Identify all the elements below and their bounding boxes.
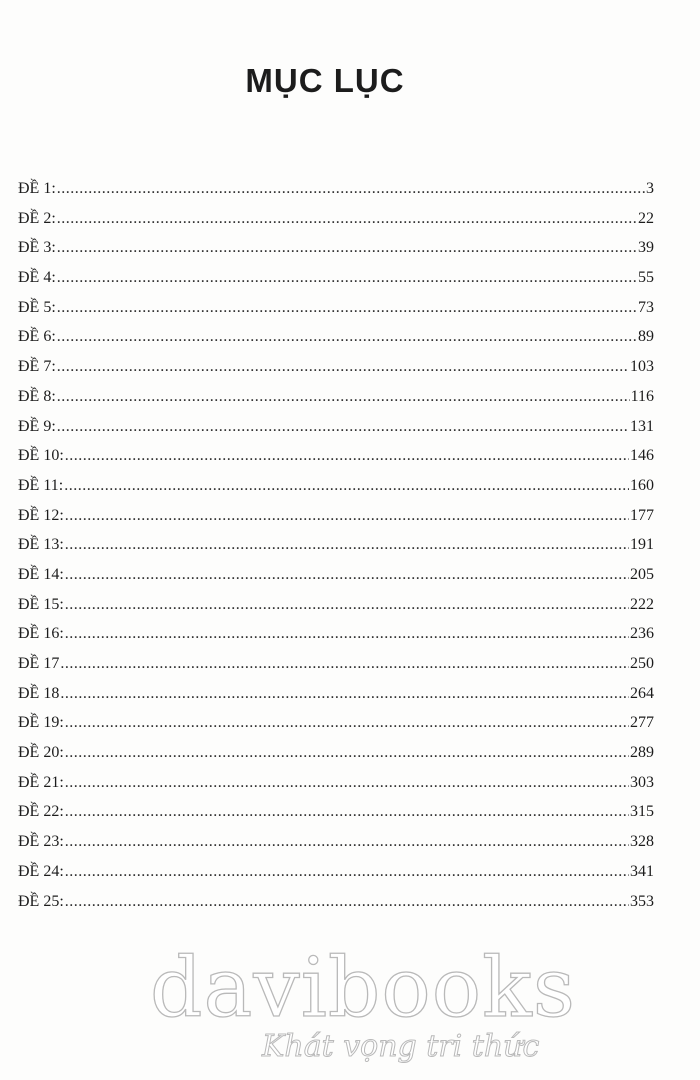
toc-entry [18, 388, 654, 418]
toc-entry-page-number: 131 [630, 417, 654, 435]
toc-entry [18, 447, 654, 477]
toc-entry-label: ĐỀ 2: [18, 209, 56, 227]
toc-entry-label: ĐỀ 10: [18, 447, 64, 465]
toc-entry-label: ĐỀ 6: [18, 328, 56, 346]
toc-entry-page-number: 3 [646, 180, 654, 197]
toc-entry [18, 685, 654, 715]
toc-entry [18, 358, 654, 388]
toc-dot-leader [65, 536, 629, 554]
toc-entry-page-number: 277 [630, 714, 654, 732]
toc-entry [18, 299, 654, 329]
toc-entry-label: ĐỀ 16: [18, 625, 64, 643]
toc-dot-leader [57, 358, 629, 376]
toc-entry [18, 596, 654, 626]
toc-entry-page-number: 289 [630, 744, 654, 762]
toc-entry [18, 566, 654, 596]
toc-dot-leader [57, 180, 645, 198]
toc-entry-page-number: 315 [630, 803, 654, 821]
toc-entry-page-number: 177 [630, 506, 654, 524]
toc-entry [18, 477, 654, 507]
toc-entry [18, 210, 654, 240]
toc-entry-page-number: 39 [638, 239, 654, 257]
toc-dot-leader [65, 596, 629, 614]
toc-entry-page-number: 73 [638, 298, 654, 316]
toc-entry-page-number: 236 [630, 625, 654, 643]
toc-entry [18, 507, 654, 537]
toc-entry-page-number: 353 [630, 892, 654, 910]
toc-entry-page-number: 328 [630, 833, 654, 851]
toc-entry-label: ĐỀ 3: [18, 239, 56, 257]
toc-dot-leader [65, 803, 629, 821]
toc-entry [18, 833, 654, 863]
toc-dot-leader [60, 655, 629, 673]
toc-entry-label: ĐỀ 15: [18, 595, 64, 613]
toc-entry-label: ĐỀ 1: [18, 180, 56, 197]
toc-entry-page-number: 264 [630, 684, 654, 702]
toc-entry-label: ĐỀ 7: [18, 358, 56, 376]
toc-entry-label: ĐỀ 22: [18, 803, 64, 821]
toc-entry-label: ĐỀ 9: [18, 417, 56, 435]
toc-dot-leader [65, 893, 629, 911]
toc-entry-page-number: 116 [630, 387, 654, 405]
toc-dot-leader [60, 685, 629, 703]
toc-entry-label: ĐỀ 18 [18, 684, 60, 702]
toc-dot-leader [57, 418, 629, 436]
table-of-contents [18, 180, 654, 922]
toc-entry-page-number: 146 [630, 447, 654, 465]
toc-dot-leader [65, 774, 629, 792]
toc-entry-label: ĐỀ 19: [18, 714, 64, 732]
toc-dot-leader [65, 447, 629, 465]
toc-entry-label: ĐỀ 12: [18, 506, 64, 524]
toc-entry [18, 239, 654, 269]
toc-entry-page-number: 205 [630, 565, 654, 583]
toc-entry-page-number: 341 [630, 862, 654, 880]
toc-dot-leader [65, 833, 629, 851]
toc-entry-label: ĐỀ 14: [18, 565, 64, 583]
toc-entry-label: ĐỀ 17 [18, 655, 60, 672]
toc-entry-label: ĐỀ 4: [18, 269, 56, 287]
toc-entry [18, 803, 654, 833]
toc-entry-label: ĐỀ 25: [18, 892, 64, 910]
toc-dot-leader [65, 744, 629, 762]
toc-entry-page-number: 303 [630, 773, 654, 791]
toc-entry [18, 536, 654, 566]
toc-entry [18, 893, 654, 923]
toc-entry-page-number: 222 [630, 595, 654, 613]
toc-dot-leader [57, 299, 637, 317]
toc-entry-label: ĐỀ 13: [18, 536, 64, 554]
toc-dot-leader [57, 328, 637, 346]
toc-dot-leader [57, 269, 637, 287]
toc-entry-page-number: 191 [630, 536, 654, 554]
toc-entry [18, 328, 654, 358]
watermark [0, 940, 700, 1080]
toc-entry [18, 863, 654, 893]
toc-entry-page-number: 103 [630, 358, 654, 376]
toc-entry [18, 744, 654, 774]
toc-dot-leader [57, 388, 630, 406]
toc-dot-leader [65, 714, 629, 732]
toc-entry [18, 714, 654, 744]
toc-dot-leader [65, 625, 629, 643]
toc-dot-leader [65, 863, 629, 881]
watermark-brand: davibooks [150, 941, 576, 1036]
toc-dot-leader [65, 507, 629, 525]
toc-dot-leader [57, 239, 637, 257]
toc-entry [18, 269, 654, 299]
toc-dot-leader [64, 477, 629, 495]
watermark-slogan: Khát vọng tri thức [262, 1029, 540, 1064]
toc-entry-label: ĐỀ 20: [18, 744, 64, 762]
toc-entry-label: ĐỀ 23: [18, 833, 64, 851]
toc-entry [18, 625, 654, 655]
toc-entry-label: ĐỀ 21: [18, 773, 64, 791]
toc-entry-page-number: 55 [638, 269, 654, 287]
page-title: MỤC LỤC [245, 62, 405, 99]
toc-entry-page-number: 22 [638, 209, 654, 227]
toc-entry-label: ĐỀ 11: [18, 476, 64, 494]
toc-dot-leader [65, 566, 629, 584]
toc-entry-page-number: 160 [630, 476, 654, 494]
toc-entry-label: ĐỀ 5: [18, 298, 56, 316]
toc-dot-leader [57, 210, 637, 228]
toc-entry [18, 774, 654, 804]
toc-entry-label: ĐỀ 8: [18, 387, 56, 405]
toc-entry [18, 180, 654, 210]
toc-entry-page-number: 250 [630, 655, 654, 672]
toc-entry [18, 655, 654, 685]
toc-entry-page-number: 89 [638, 328, 654, 346]
toc-entry-label: ĐỀ 24: [18, 862, 64, 880]
toc-entry [18, 418, 654, 448]
